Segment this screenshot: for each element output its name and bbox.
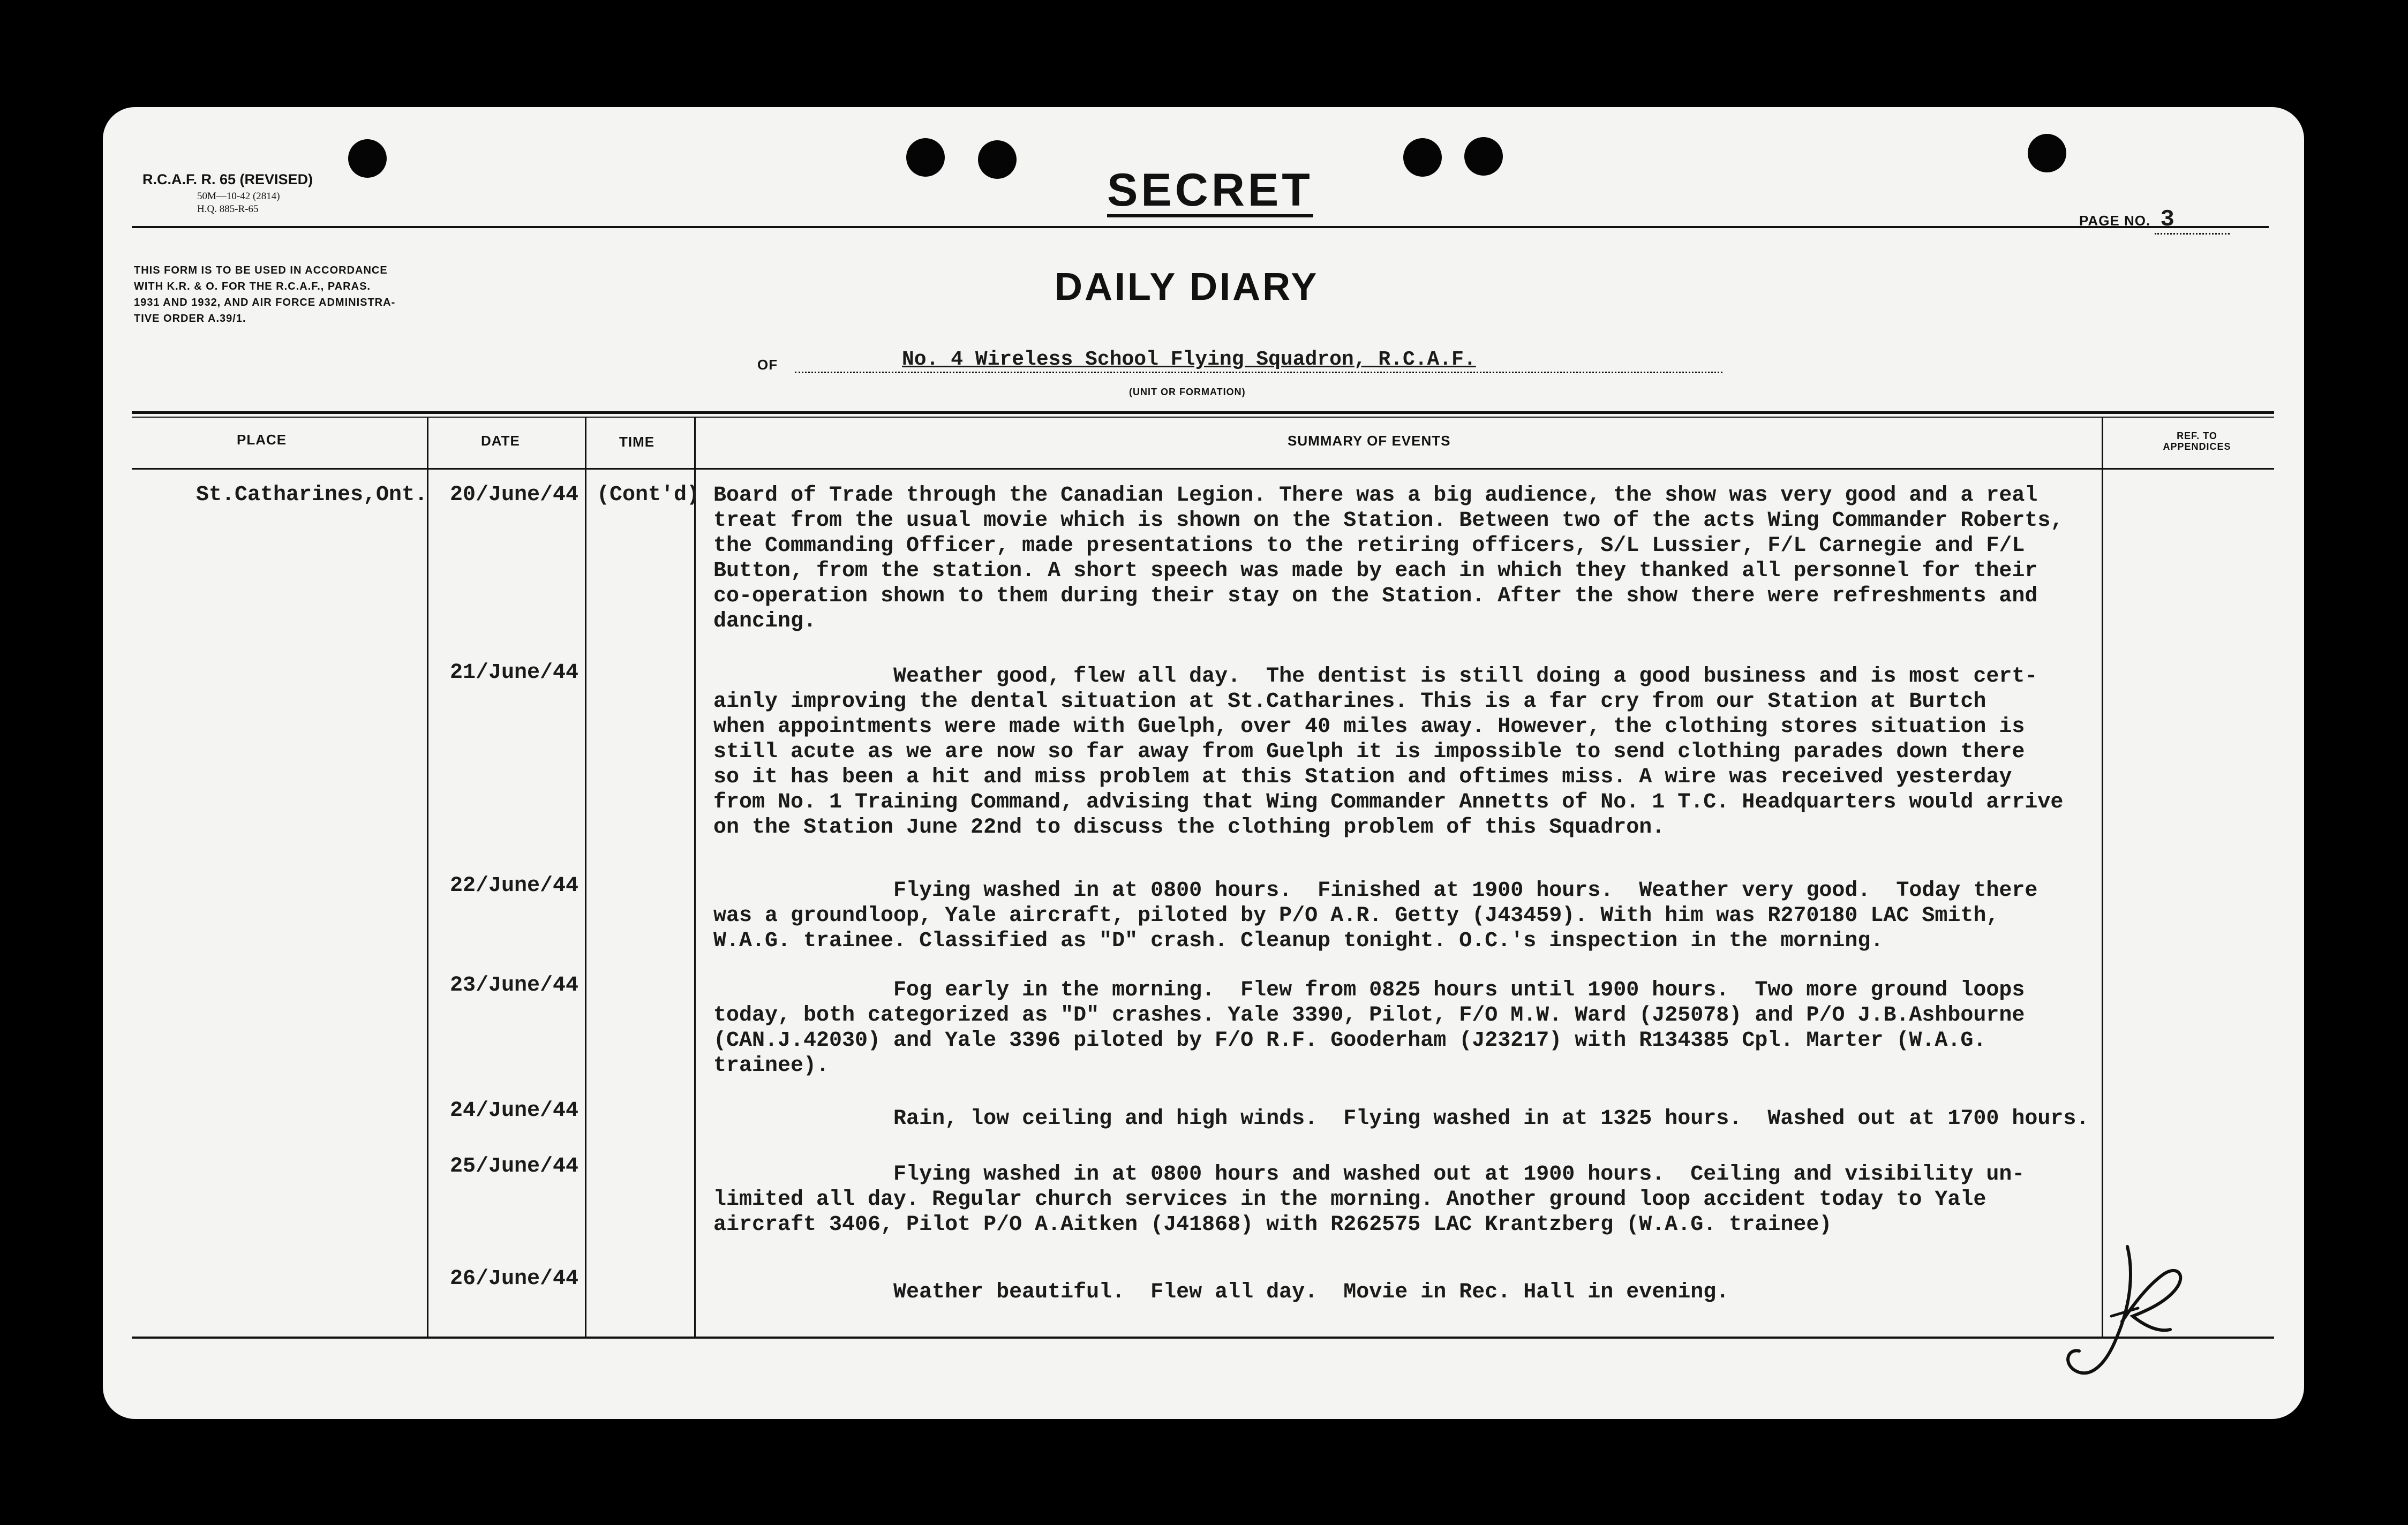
entry-date: 24/June/44 [449, 1099, 578, 1123]
unit-caption: (UNIT OR FORMATION) [1129, 387, 1246, 397]
column-divider [585, 417, 586, 1338]
punch-hole [2028, 134, 2066, 172]
page-number-label: PAGE NO. [2079, 213, 2151, 229]
punch-hole [348, 139, 387, 178]
form-number: R.C.A.F. R. 65 (REVISED) [142, 171, 313, 187]
entry-summary: Fog early in the morning. Flew from 0825 hours until 1900 hours. Two more ground loops today, both categorized as "D" crashes. Yale 3390, Pilot, F/O M.W. Ward (J25078) and P/O J.B.Ashbourne (CAN.J.42030) and Yale 3396 piloted by F/O R.F. Gooderham (J23217) with R134385 Cpl. Marter (W.A.G. trainee). [713, 978, 2025, 1078]
header-date: DATE [481, 433, 520, 449]
hq-code: H.Q. 885-R-65 [197, 203, 259, 215]
header-place: PLACE [237, 432, 287, 448]
table-top-rule-thin [132, 417, 2274, 418]
page-number-field [2079, 206, 2230, 235]
print-code: 50M—10-42 (2814) [197, 191, 280, 202]
header-divider [132, 226, 2269, 228]
header-time: TIME [619, 434, 655, 450]
entry-date: 21/June/44 [449, 661, 578, 685]
entry-date: 25/June/44 [449, 1154, 578, 1179]
entry-summary: Rain, low ceiling and high winds. Flying washed in at 1325 hours. Washed out at 1700 hours. [713, 1107, 2089, 1131]
signature-initials [2052, 1236, 2202, 1396]
time-value: (Cont'd) [597, 483, 700, 507]
entry-summary: Board of Trade through the Canadian Legion. There was a big audience, the show was very good and a real treat from the usual movie which is shown on the Station. Between two of the acts Wing Commander Roberts, the Commanding Officer, made presentations to the retiring officers, S/L Lussier, F/L Carnegie and F/L Button, from the station. A short speech was made by each in which they thanked all personnel for their co-operation shown to them during their stay on the Station. After the show there were refreshments and dancing. [713, 484, 2064, 633]
table-top-rule [132, 411, 2274, 414]
of-label: OF [757, 357, 778, 373]
table-header-rule [132, 468, 2274, 470]
unit-name: No. 4 Wireless School Flying Squadron, R.C.A.F. [902, 348, 1476, 371]
form-notice: THIS FORM IS TO BE USED IN ACCORDANCE WITH K.R. & O. FOR THE R.C.A.F., PARAS. 1931 AND 1932, AND AIR FORCE ADMINISTRA- TIVE ORDER A.39/1. [134, 265, 396, 324]
punch-hole [1464, 137, 1503, 176]
classification-stamp: SECRET [1107, 166, 1313, 217]
header-ref-appendices: REF. TO APPENDICES [2163, 431, 2231, 452]
entry-date: 26/June/44 [449, 1267, 578, 1291]
entry-summary: Weather beautiful. Flew all day. Movie in Rec. Hall in evening. [713, 1280, 1729, 1304]
entry-summary: Flying washed in at 0800 hours and washed out at 1900 hours. Ceiling and visibility un- limited all day. Regular church services in the morning. Another ground loop accident today to Yale aircraft 3406, Pilot P/O A.Aitken (J41868) with R262575 LAC Krantzberg (W.A.G. trainee) [713, 1162, 2025, 1237]
entry-date: 20/June/44 [449, 483, 578, 507]
punch-hole [1403, 138, 1442, 177]
entry-summary: Weather good, flew all day. The dentist is still doing a good business and is most cert- ainly improving the dental situation at St.Catharines. This is a far cry from our Station at Burtch when appointments were made with Guelph, over 40 miles away. However, the clothing stores situation is still acute as we are now so far away from Guelph it is impossible to send clothing parades down there so it has been a hit and miss problem at this Station and oftimes miss. A wire was received yesterday from No. 1 Training Command, advising that Wing Commander Annetts of No. 1 T.C. Headquarters would arrive on the Station June 22nd to discuss the clothing problem of this Squadron. [713, 665, 2064, 840]
entry-summary: Flying washed in at 0800 hours. Finished at 1900 hours. Weather very good. Today there was a groundloop, Yale aircraft, piloted by P/O A.R. Getty (J43459). With him was R270180 LAC Smith, W.A.G. trainee. Classified as "D" crash. Cleanup tonight. O.C.'s inspection in the morning. [713, 879, 2038, 953]
entry-date: 23/June/44 [449, 973, 578, 998]
place-value: St.Catharines,Ont. [196, 483, 428, 507]
column-divider [694, 417, 696, 1338]
punch-hole [906, 138, 945, 177]
header-summary: SUMMARY OF EVENTS [1288, 433, 1451, 449]
page-number-value: 3 [2155, 206, 2230, 235]
entry-date: 22/June/44 [449, 874, 578, 898]
diary-form-card [103, 107, 2304, 1419]
punch-hole [978, 140, 1017, 179]
page-title: DAILY DIARY [1055, 266, 1319, 308]
column-divider [427, 417, 428, 1338]
table-bottom-rule [132, 1337, 2274, 1339]
